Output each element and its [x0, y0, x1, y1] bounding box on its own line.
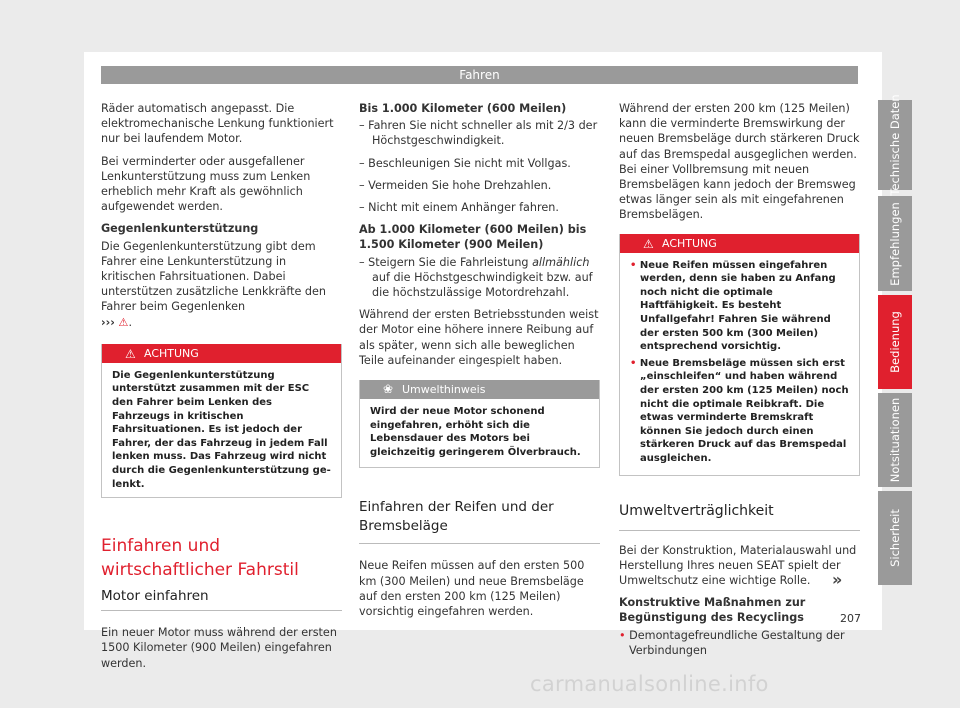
heading: Bis 1.000 Kilometer (600 Meilen): [359, 102, 567, 115]
list-item-text: Neue Reifen müssen eingefahren werden, denn sie haben zu Anfang noch nicht die optimale Haftfähigkeit. Es besteht Unfallgefahr! Fahren Sie während der ersten 500 km (300 Meilen) entsprechend vorsichtig.: [639, 259, 836, 353]
tab-label: Bedienung: [888, 311, 902, 373]
section-title: Einfahren und wirtschaftlicher Fahrstil: [101, 536, 299, 581]
list-item-text: auf die Höchstgeschwindigkeit bzw. auf die höchstzulässige Motordrehzahl.: [372, 270, 593, 300]
tab-label: Technische Daten: [888, 94, 902, 196]
heading: Ab 1.000 Kilometer (600 Meilen) bis 1.500 Kilometer (900 Meilen): [359, 223, 587, 252]
paragraph-text: Die Gegenlenkunterstützung gibt dem Fahrer eine Lenkunterstützung in kritischen Fahrsituationen. Dabei unterstützen zusätzliche Lenkkräfte den Fahrer beim Gegenlenken: [101, 239, 327, 314]
warning-icon: ⚠: [643, 236, 654, 251]
page-header: Fahren: [101, 66, 858, 84]
list-item: – Nicht mit einem Anhänger fahren.: [359, 201, 559, 215]
tab-label: Sicherheit: [888, 509, 902, 567]
cross-reference[interactable]: ›››: [101, 315, 115, 329]
section-title: Umweltverträglichkeit: [619, 502, 860, 531]
page-number: 207: [840, 612, 861, 625]
list-item: [619, 628, 860, 658]
warning-text: Die Gegenlenkunterstützung unterstützt zusammen mit der ESC den Fahrer beim Lenken des Fahrzeugs in kritischen Fahrsituationen. Es ist jedoch der Fahrer, der das Fahrzeug in jedem Fall lenken muss. Das Fahrzeug wird nicht durch die Gegenlenkunterstützung gelenkt.: [112, 369, 331, 490]
paragraph: Während der ersten 200 km (125 Meilen) kann die verminderte Bremswirkung der neuen Bremsbeläge durch stärkeren Druck auf das Bremspedal ausgeglichen werden. Bei einer Vollbremsung mit neuen Bremsbelägen kann jedoch der Bremsweg etwas länger sein als mit eingefahrenen Bremsbelägen.: [619, 102, 860, 222]
list-item-text: Neue Bremsbeläge müssen sich erst „einschleifen“ und haben während der ersten 200 km (125 Meilen) noch nicht die optimale Reibkraft. Die etwas verminderte Bremskraft können Sie jedoch durch einen stärkeren Druck auf das Bremspedal ausgleichen.: [639, 357, 849, 464]
paragraph: Während der ersten Betriebsstunden weist der Motor eine höhere innere Reibung auf als später, wenn sich alle beweglichen Teile aufeinander eingespielt haben.: [359, 308, 599, 367]
heading: Konstruktive Maßnahmen zur Begünstigung des Recyclings: [619, 596, 806, 625]
heading: Gegenlenkunterstützung: [101, 222, 259, 236]
tab-sicherheit[interactable]: [878, 491, 912, 585]
continue-marker: »: [832, 570, 843, 589]
subsection-title: Motor einfahren: [101, 587, 342, 611]
paragraph: Räder automatisch angepasst. Die elektromechanische Lenkung funktioniert nur bei laufendem Motor.: [101, 102, 334, 146]
bullet-icon: •: [619, 628, 626, 642]
tab-empfehlungen[interactable]: [878, 196, 912, 291]
environment-note-title: Umwelthinweis: [402, 383, 486, 397]
list-item-text: Demontagefreundliche Gestaltung der Verbindungen: [629, 628, 845, 657]
warning-header: [102, 344, 341, 363]
list-item-text: Beschleunigen Sie nicht mit Vollgas.: [368, 156, 571, 170]
column-3: [619, 101, 860, 661]
paragraph: Ein neuer Motor muss während der ersten 1500 Kilometer (900 Meilen) eingefahren werden.: [101, 626, 337, 670]
list-item: – Vermeiden Sie hohe Drehzahlen.: [359, 178, 552, 192]
list-item-text: Vermeiden Sie hohe Drehzahlen.: [368, 178, 552, 192]
warning-text: [620, 253, 859, 475]
list-item-text: Fahren Sie nicht schneller als mit 2/3 der Höchstgeschwindigkeit.: [368, 119, 598, 148]
bullet-icon: •: [630, 259, 637, 271]
list-item: [630, 357, 849, 466]
tab-notsituationen[interactable]: [878, 393, 912, 487]
environment-note-header: [360, 380, 599, 399]
bullet-icon: •: [630, 357, 637, 369]
list-item: – Fahren Sie nicht schneller als mit 2/3 der Höchstgeschwindigkeit.: [359, 119, 598, 148]
environment-note: [359, 380, 600, 468]
section-title: Einfahren der Reifen und der Bremsbeläge: [359, 498, 600, 544]
tab-technische-daten[interactable]: [878, 94, 912, 196]
paragraph: Neue Reifen müssen auf den ersten 500 km (300 Meilen) und neue Bremsbeläge auf den ersten 200 km (125 Meilen) vorsichtig eingefahren werden.: [359, 559, 585, 619]
warning-icon: ⚠: [125, 346, 136, 361]
tab-label: Notsituationen: [888, 397, 902, 483]
tab-bedienung[interactable]: [878, 295, 912, 389]
tab-label: Empfehlungen: [888, 201, 902, 286]
watermark: carmanualsonline.info: [530, 672, 769, 696]
warning-box: [619, 234, 860, 476]
paragraph: Die Gegenlenkunterstützung gibt dem Fahrer eine Lenkunterstützung in kritischen Fahrsituationen. Dabei unterstützen zusätzliche Lenkkräfte den Fahrer beim Gegenlenken ››› ⚠.: [101, 239, 327, 329]
warning-title: ACHTUNG: [144, 346, 199, 360]
environment-icon: ❀: [383, 382, 394, 397]
paragraph: Bei verminderter oder ausgefallener Lenkunterstützung muss zum Lenken erheblich mehr Kraft als gewöhnlich aufgewendet werden.: [101, 154, 311, 214]
warning-icon: ⚠: [118, 315, 129, 329]
column-1: [101, 101, 342, 678]
warning-box: [101, 344, 342, 498]
column-2: [359, 101, 600, 626]
warning-header: [620, 234, 859, 253]
environment-note-text: Wird der neue Motor schonend eingefahren, erhöht sich die Lebensdauer des Motors bei gleichzeitig geringerem Ölverbrauch.: [370, 406, 581, 458]
list-item-text: Steigern Sie die Fahrleistung: [368, 255, 533, 269]
warning-title: ACHTUNG: [662, 236, 717, 250]
list-item: [630, 259, 849, 354]
paragraph: Bei der Konstruktion, Materialauswahl und Herstellung Ihres neuen SEAT spielt der Umweltschutz eine wichtige Rolle.: [619, 543, 857, 587]
emphasis: allmählich: [532, 255, 590, 269]
list-item: – Steigern Sie die Fahrleistung allmählich auf die Höchstgeschwindigkeit bzw. auf die höchstzulässige Motordrehzahl.: [359, 255, 593, 300]
list-item: – Beschleunigen Sie nicht mit Vollgas.: [359, 156, 571, 170]
list-item-text: Nicht mit einem Anhänger fahren.: [368, 201, 559, 215]
